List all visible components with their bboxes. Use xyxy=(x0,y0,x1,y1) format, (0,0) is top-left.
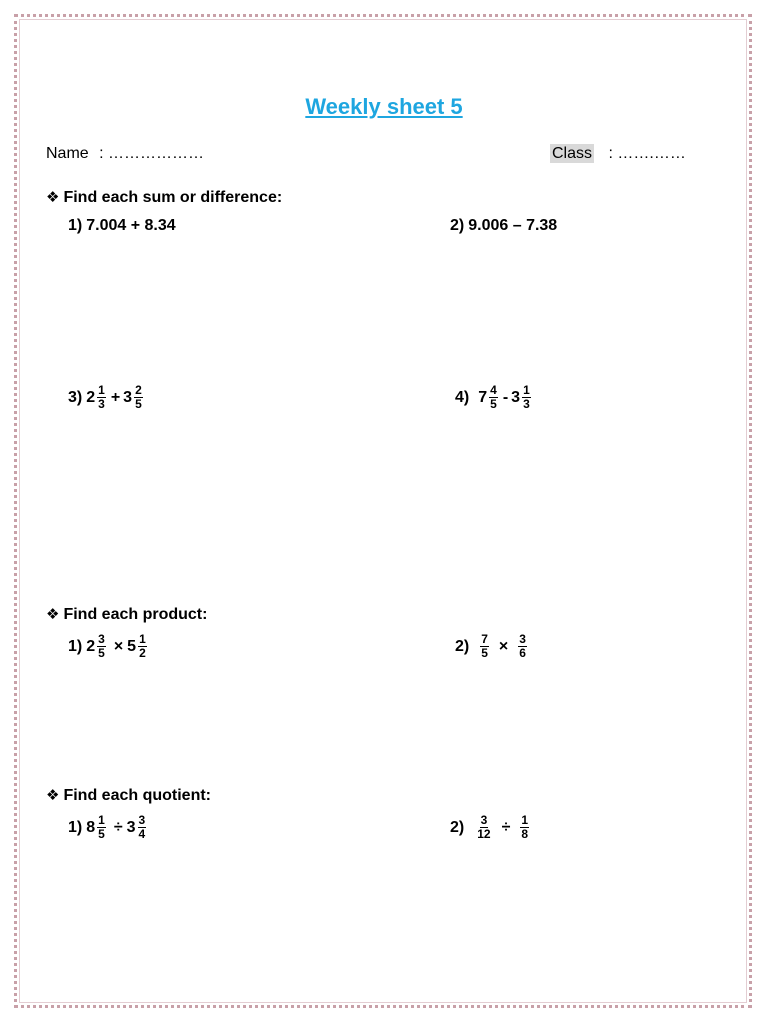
fraction: $\frac{3}{12}$ xyxy=(477,813,491,841)
fraction: $\frac{2}{5}$ xyxy=(135,383,142,411)
fraction: $\frac{3}{6}$ xyxy=(519,632,526,660)
diamond-bullet-icon: ❖ xyxy=(46,189,60,206)
fraction: $\frac{4}{5}$ xyxy=(490,383,497,411)
problem-product-1: 1) 2 $\frac{3}{5}$ × 5 $\frac{1}{2}$ xyxy=(68,632,146,660)
fraction: $\frac{7}{5}$ xyxy=(481,632,488,660)
page-border xyxy=(14,14,752,1008)
problem-sum-3: 3) 2 $\frac{1}{3}$ + 3 $\frac{2}{5}$ xyxy=(68,383,142,411)
fraction: $\frac{1}{5}$ xyxy=(98,813,105,841)
fraction: $\frac{1}{3}$ xyxy=(98,383,105,411)
fraction: $\frac{1}{3}$ xyxy=(523,383,530,411)
name-label: Name xyxy=(46,145,89,162)
diamond-bullet-icon: ❖ xyxy=(46,606,60,623)
diamond-bullet-icon: ❖ xyxy=(46,787,60,804)
problem-difference-2: 2) 9.006 – 7.38 xyxy=(450,217,558,234)
problem-product-2: 2) $\frac{7}{5}$ × $\frac{3}{6}$ xyxy=(455,632,526,660)
section-heading-quotient: ❖ Find each quotient: xyxy=(46,787,211,804)
class-blank: …….…… xyxy=(617,145,686,162)
fraction: $\frac{3}{4}$ xyxy=(138,813,146,841)
name-blank: ……………… xyxy=(108,145,205,162)
class-field: Class : …….…… xyxy=(552,145,686,162)
problem-sum-1: 1) 7.004 + 8.34 xyxy=(68,217,176,234)
fraction: $\frac{3}{5}$ xyxy=(98,632,105,660)
section-heading-sum-difference: ❖ Find each sum or difference: xyxy=(46,189,283,206)
problem-quotient-2: 2) $\frac{3}{12}$ ÷ $\frac{1}{8}$ xyxy=(450,813,529,841)
problem-difference-4: 4) 7 $\frac{4}{5}$ - 3 $\frac{1}{3}$ xyxy=(455,383,530,411)
fraction: $\frac{1}{8}$ xyxy=(521,813,529,841)
problem-quotient-1: 1) 8 $\frac{1}{5}$ ÷ 3 $\frac{3}{4}$ xyxy=(68,813,146,841)
name-field: Name : ……………… xyxy=(46,145,205,162)
section-heading-product: ❖ Find each product: xyxy=(46,606,208,623)
fraction: $\frac{1}{2}$ xyxy=(139,632,146,660)
page-title: Weekly sheet 5 xyxy=(305,94,463,119)
class-label: Class xyxy=(552,145,593,162)
